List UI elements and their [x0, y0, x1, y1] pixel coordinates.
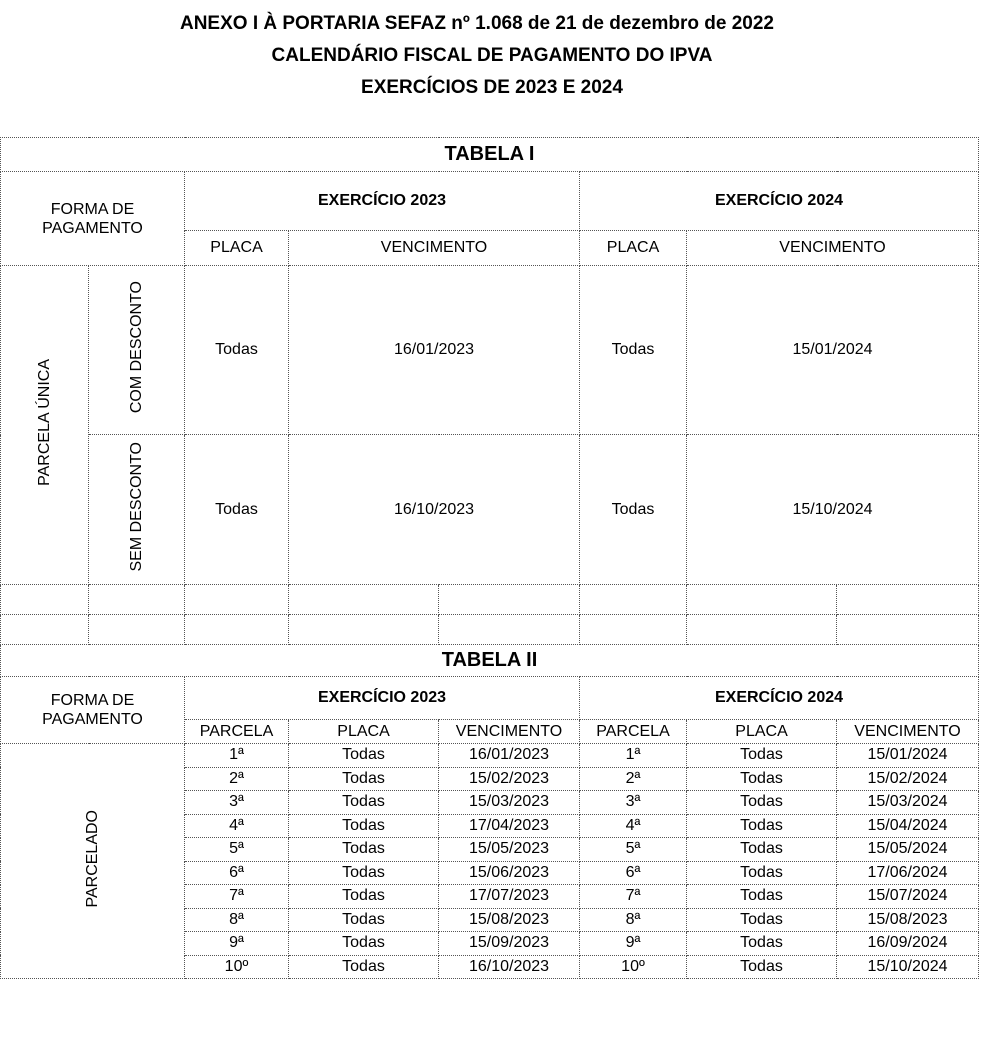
tabela2-exercicio-2024: EXERCÍCIO 2024 [580, 677, 979, 720]
parcela-2024-cell: 2ª [580, 767, 687, 791]
tabela1-col-placa-2024: PLACA [580, 231, 687, 266]
placa-2023-cell: Todas [289, 838, 439, 862]
parcela-2024-cell: 7ª [580, 885, 687, 909]
placa-2023-cell: Todas [185, 435, 289, 585]
parcela-2024-cell: 4ª [580, 814, 687, 838]
tabela2-col-placa-2024: PLACA [687, 720, 837, 744]
parcela-2024-cell: 1ª [580, 744, 687, 768]
tabela1-col-vencimento-2023: VENCIMENTO [289, 231, 580, 266]
vencimento-2023-cell: 15/08/2023 [439, 908, 580, 932]
placa-2024-cell: Todas [687, 932, 837, 956]
header-title-line1: ANEXO I À PORTARIA SEFAZ nº 1.068 de 21 de dezembro de 2022 [179, 13, 774, 34]
tabela1-forma-pagamento: FORMA DE PAGAMENTO [1, 172, 185, 266]
parcela-2024-cell: 10º [580, 955, 687, 979]
tabela2-col-vencimento-2023: VENCIMENTO [439, 720, 580, 744]
vencimento-2023-cell: 15/05/2023 [439, 838, 580, 862]
placa-2024-cell: Todas [580, 266, 687, 435]
tabela1-exercicio-2023: EXERCÍCIO 2023 [185, 172, 580, 231]
tabela1-col-vencimento-2024: VENCIMENTO [687, 231, 979, 266]
tabela2-title: TABELA II [1, 645, 979, 677]
parcela-2023-cell: 4ª [185, 814, 289, 838]
vencimento-2023-cell: 16/01/2023 [439, 744, 580, 768]
com-desconto-label: COM DESCONTO [89, 266, 185, 435]
sem-desconto-label: SEM DESCONTO [89, 435, 185, 585]
placa-2024-cell: Todas [687, 814, 837, 838]
vencimento-2024-cell: 15/03/2024 [837, 791, 979, 815]
parcela-2023-cell: 1ª [185, 744, 289, 768]
parcela-2023-cell: 10º [185, 955, 289, 979]
placa-2023-cell: Todas [289, 791, 439, 815]
placa-2023-cell: Todas [289, 908, 439, 932]
tabela1-col-placa-2023: PLACA [185, 231, 289, 266]
placa-2023-cell: Todas [289, 767, 439, 791]
header-title-line2: CALENDÁRIO FISCAL DE PAGAMENTO DO IPVA [271, 45, 713, 66]
placa-2024-cell: Todas [687, 744, 837, 768]
parcelado-label: PARCELADO [1, 744, 185, 979]
parcela-2023-cell: 8ª [185, 908, 289, 932]
parcela-2023-cell: 7ª [185, 885, 289, 909]
vencimento-2023-cell: 15/02/2023 [439, 767, 580, 791]
placa-2023-cell: Todas [289, 885, 439, 909]
placa-2024-cell: Todas [687, 838, 837, 862]
tabela2-exercicio-2023: EXERCÍCIO 2023 [185, 677, 580, 720]
tabela2-col-parcela-2024: PARCELA [580, 720, 687, 744]
parcela-2023-cell: 5ª [185, 838, 289, 862]
vencimento-2023-cell: 17/07/2023 [439, 885, 580, 909]
vencimento-2024-cell: 15/04/2024 [837, 814, 979, 838]
placa-2024-cell: Todas [687, 955, 837, 979]
placa-2023-cell: Todas [289, 814, 439, 838]
document-header [0, 8, 984, 104]
vencimento-2024-cell: 15/07/2024 [837, 885, 979, 909]
parcela-unica-label: PARCELA ÚNICA [1, 266, 89, 585]
parcela-2024-cell: 9ª [580, 932, 687, 956]
parcela-2023-cell: 6ª [185, 861, 289, 885]
vencimento-2023-cell: 16/10/2023 [289, 435, 580, 585]
vencimento-2023-cell: 15/06/2023 [439, 861, 580, 885]
parcela-2024-cell: 6ª [580, 861, 687, 885]
vencimento-2024-cell: 15/10/2024 [837, 955, 979, 979]
tabela2-col-placa-2023: PLACA [289, 720, 439, 744]
tabela1-row-sem-desconto [1, 435, 979, 585]
ipva-calendar-table [0, 137, 979, 979]
tabela1-exercicio-2024: EXERCÍCIO 2024 [580, 172, 979, 231]
placa-2023-cell: Todas [289, 955, 439, 979]
tabela1 [1, 138, 979, 645]
placa-2023-cell: Todas [289, 744, 439, 768]
parcela-2024-cell: 3ª [580, 791, 687, 815]
vencimento-2024-cell: 15/01/2024 [837, 744, 979, 768]
header-title-line3: EXERCÍCIOS DE 2023 E 2024 [361, 77, 623, 98]
vencimento-2023-cell: 16/10/2023 [439, 955, 580, 979]
placa-2024-cell: Todas [687, 885, 837, 909]
placa-2024-cell: Todas [687, 791, 837, 815]
parcela-2023-cell: 3ª [185, 791, 289, 815]
parcela-2023-cell: 2ª [185, 767, 289, 791]
placa-2023-cell: Todas [289, 861, 439, 885]
placa-2024-cell: Todas [580, 435, 687, 585]
vencimento-2024-cell: 15/05/2024 [837, 838, 979, 862]
tabela2-col-vencimento-2024: VENCIMENTO [837, 720, 979, 744]
parcela-2023-cell: 9ª [185, 932, 289, 956]
placa-2024-cell: Todas [687, 861, 837, 885]
table-row [1, 744, 979, 768]
vencimento-2024-cell: 15/08/2023 [837, 908, 979, 932]
vencimento-2024-cell: 15/10/2024 [687, 435, 979, 585]
placa-2024-cell: Todas [687, 908, 837, 932]
parcela-2024-cell: 8ª [580, 908, 687, 932]
tabela1-title: TABELA I [1, 138, 979, 172]
blank-row [1, 615, 979, 645]
tabela2-forma-pagamento: FORMA DE PAGAMENTO [1, 677, 185, 744]
vencimento-2024-cell: 15/01/2024 [687, 266, 979, 435]
placa-2024-cell: Todas [687, 767, 837, 791]
parcela-2024-cell: 5ª [580, 838, 687, 862]
tabela2 [1, 645, 979, 979]
vencimento-2023-cell: 16/01/2023 [289, 266, 580, 435]
tabela1-row-com-desconto [1, 266, 979, 435]
tabela2-col-parcela-2023: PARCELA [185, 720, 289, 744]
placa-2023-cell: Todas [185, 266, 289, 435]
placa-2023-cell: Todas [289, 932, 439, 956]
blank-row [1, 585, 979, 615]
vencimento-2024-cell: 17/06/2024 [837, 861, 979, 885]
vencimento-2023-cell: 15/03/2023 [439, 791, 580, 815]
vencimento-2024-cell: 16/09/2024 [837, 932, 979, 956]
vencimento-2024-cell: 15/02/2024 [837, 767, 979, 791]
vencimento-2023-cell: 15/09/2023 [439, 932, 580, 956]
vencimento-2023-cell: 17/04/2023 [439, 814, 580, 838]
